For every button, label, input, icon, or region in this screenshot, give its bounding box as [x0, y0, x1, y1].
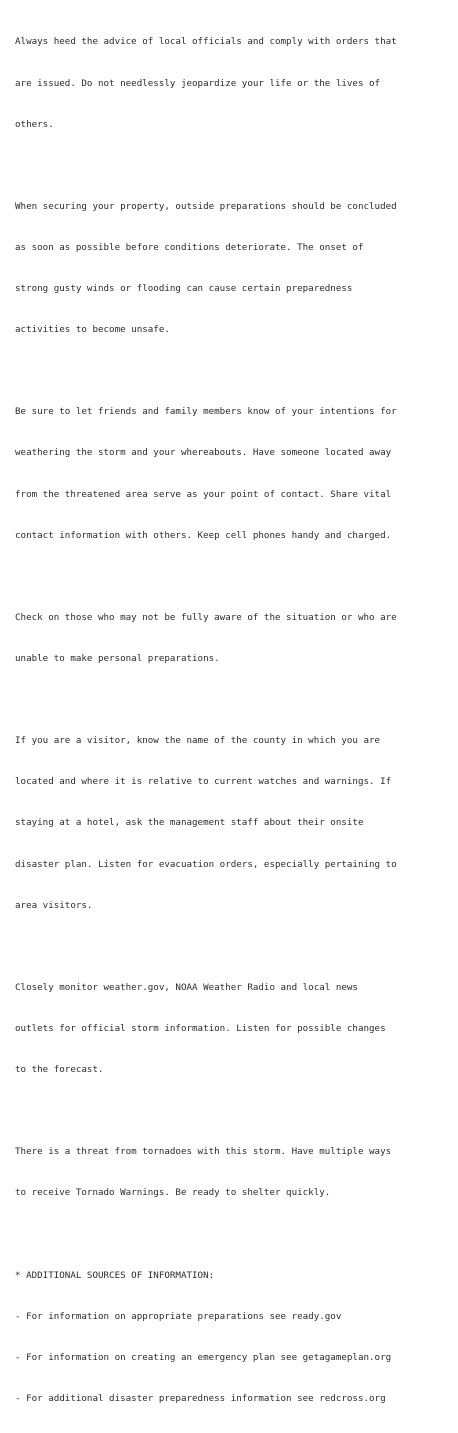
text-line: are issued. Do not needlessly jeopardize your life or the lives of [15, 77, 381, 89]
text-line: area visitors. [15, 899, 93, 911]
text-line: Check on those who may not be fully aware of the situation or who are [15, 611, 397, 623]
text-line: contact information with others. Keep cell phones handy and charged. [15, 529, 392, 541]
text-line: outlets for official storm information. Listen for possible changes [15, 1022, 386, 1034]
text-line: There is a threat from tornadoes with this storm. Have multiple ways [15, 1146, 392, 1158]
paragraph-additional-sources [15, 1241, 452, 1433]
paragraph-official-advice [15, 8, 452, 159]
paragraph-securing-property [15, 172, 452, 364]
text-line: Closely monitor weather.gov, NOAA Weather Radio and local news [15, 981, 358, 993]
text-line: as soon as possible before conditions deteriorate. The onset of [15, 241, 364, 253]
text-line: weathering the storm and your whereabouts. Have someone located away [15, 447, 392, 459]
text-line: located and where it is relative to current watches and warnings. If [15, 776, 392, 788]
text-line: others. [15, 118, 54, 130]
paragraph-contact-plan [15, 378, 452, 570]
text-line: - For information on creating an emergency plan see getagameplan.org [15, 1351, 392, 1363]
text-line: - For additional disaster preparedness information see redcross.org [15, 1392, 386, 1404]
text-line: disaster plan. Listen for evacuation orders, especially pertaining to [15, 858, 397, 870]
paragraph-monitor-sources [15, 953, 452, 1104]
paragraph-check-on-others [15, 583, 452, 693]
text-line: * ADDITIONAL SOURCES OF INFORMATION: [15, 1269, 215, 1281]
text-line: strong gusty winds or flooding can cause certain preparedness [15, 283, 353, 295]
text-line: to receive Tornado Warnings. Be ready to shelter quickly. [15, 1187, 331, 1199]
text-line: from the threatened area serve as your point of contact. Share vital [15, 488, 392, 500]
text-line: When securing your property, outside preparations should be concluded [15, 200, 397, 212]
text-line: If you are a visitor, know the name of the county in which you are [15, 735, 381, 747]
text-line: activities to become unsafe. [15, 324, 170, 336]
text-line: Always heed the advice of local officials and comply with orders that [15, 36, 397, 48]
text-line: - For information on appropriate preparations see ready.gov [15, 1310, 342, 1322]
text-line: unable to make personal preparations. [15, 653, 220, 664]
text-line: to the forecast. [15, 1064, 104, 1076]
paragraph-tornado-threat [15, 1118, 452, 1228]
text-line: Be sure to let friends and family members know of your intentions for [15, 406, 397, 418]
text-line: staying at a hotel, ask the management staff about their onsite [15, 817, 364, 829]
paragraph-visitors [15, 707, 452, 940]
